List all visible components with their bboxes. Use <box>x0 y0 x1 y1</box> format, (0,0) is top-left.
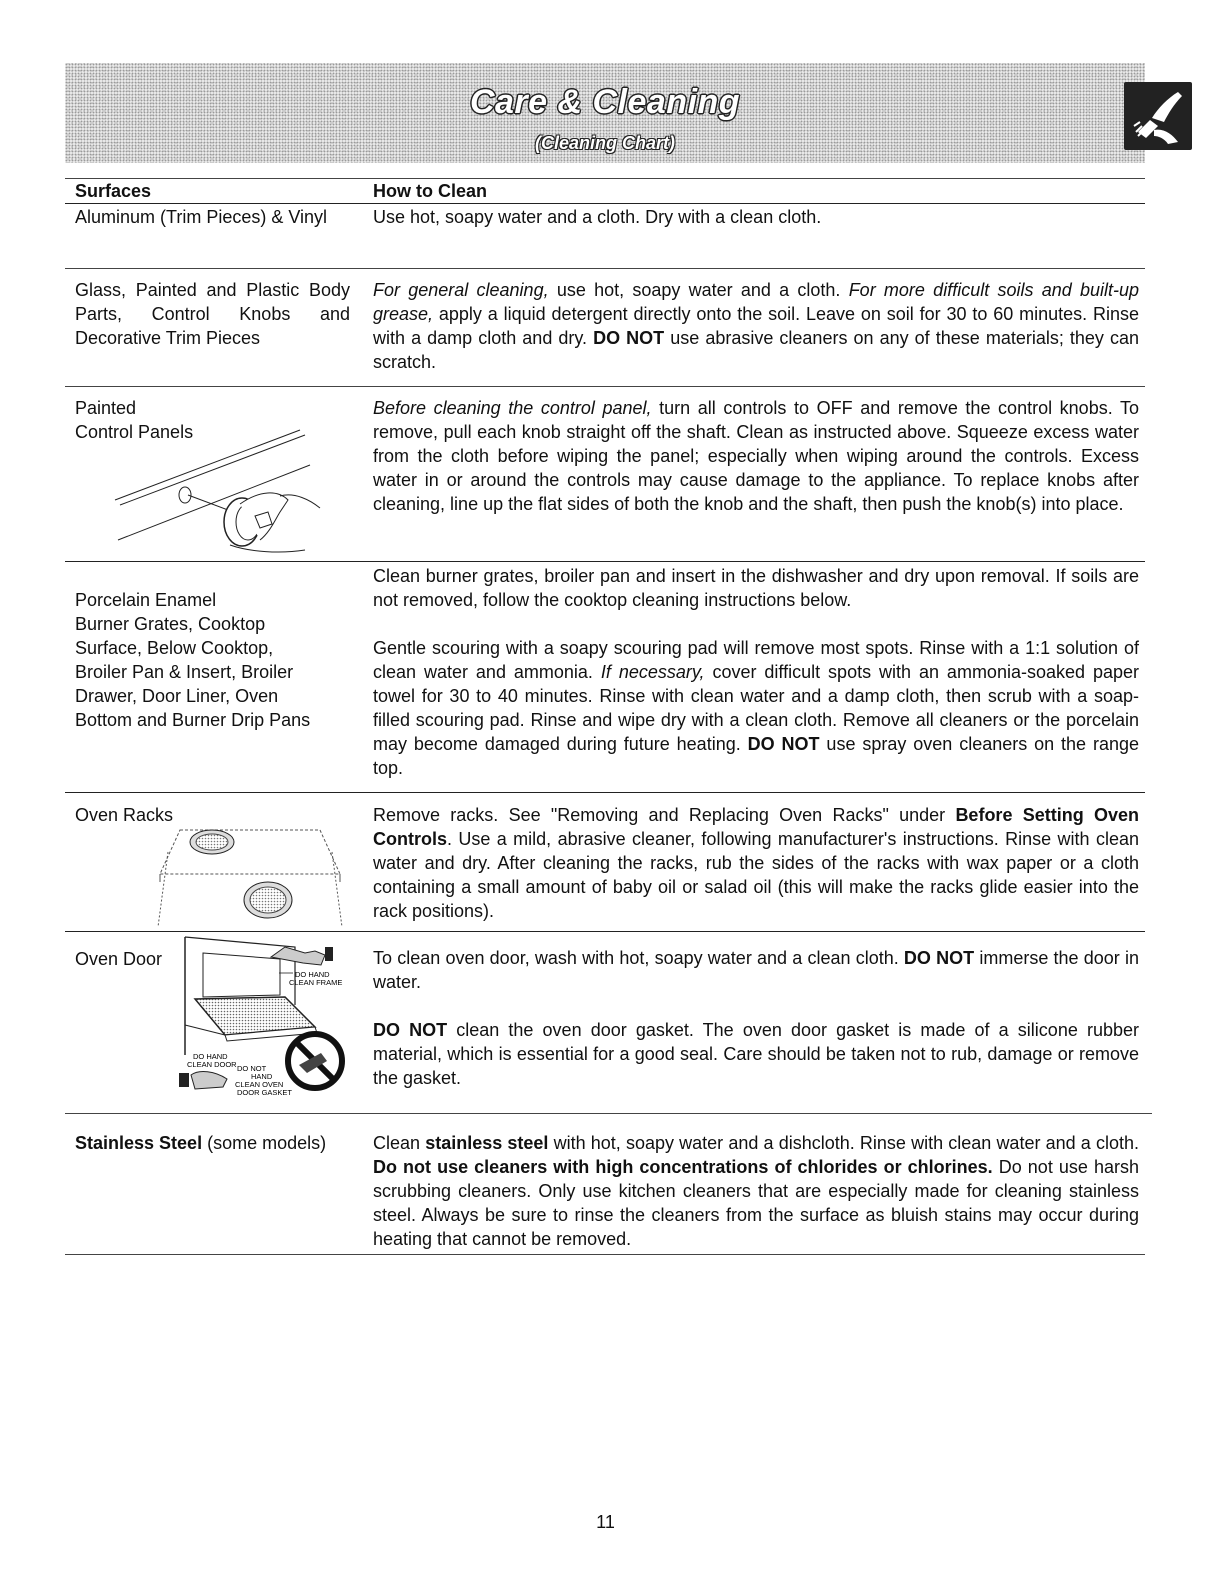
surface-qualifier: (some models) <box>202 1133 327 1153</box>
howto-oven-racks <box>373 803 1139 923</box>
howto-text: Gentle scouring with a soapy scouring pad will remove most spots. Rinse with a 1:1 solution of clean water and ammonia. <box>373 638 1139 682</box>
section-reference: Before Setting Oven Controls <box>373 805 1139 849</box>
page-subtitle: (Cleaning Chart) <box>534 133 675 153</box>
cleaning-hand-icon <box>1124 82 1192 150</box>
illus-label: HAND <box>251 1072 273 1081</box>
howto-stainless-steel <box>373 1131 1139 1251</box>
surface-line: Painted <box>75 398 137 418</box>
howto-text: Do not use harsh scrubbing cleaners. Only use kitchen cleaners that are especially made for cleaning stainless steel. Always be sure to rinse the cleaners from the surface as bluish stains may occur during heating that cannot be removed. <box>373 1157 1139 1249</box>
surface-line: Burner Grates, Cooktop <box>75 614 266 634</box>
illus-label: DOOR GASKET <box>237 1088 293 1097</box>
row-divider <box>65 931 1145 932</box>
row-divider <box>65 386 1145 387</box>
surface-line: Surface, Below Cooktop, <box>75 638 274 658</box>
howto-text: Clean burner grates, broiler pan and insert in the dishwasher and dry upon removal. If soils are not removed, follow the cooktop cleaning instructions below. <box>373 566 1139 610</box>
row-divider <box>65 792 1145 793</box>
illus-label: CLEAN DOOR <box>187 1060 237 1069</box>
howto-text: turn all controls to OFF and remove the control knobs. To remove, pull each knob straight off the shaft. Clean as instructed above. Squeeze excess water from the cloth before wiping the panel; especially when wiping around the controls. Excess water in or around the controls may cause damage to the appliance. To replace knobs after cleaning, line up the flat sides of both the knob and the shaft, then push the knob(s) into place. <box>373 398 1139 514</box>
howto-emphasis: If necessary, <box>600 662 705 682</box>
surface-aluminum: Aluminum (Trim Pieces) & Vinyl <box>75 207 328 227</box>
warning-text: DO NOT <box>373 1020 448 1040</box>
surface-stainless-steel <box>75 1131 365 1155</box>
howto-text: . Use a mild, abrasive cleaner, following manufacturer's instructions. Rinse with clean water and dry. After cleaning the racks, rub the sides of the racks with wax paper or a cloth containing a small amount of baby oil or salad oil (this will make the racks glide easier into the rack positions). <box>373 829 1139 921</box>
surface-line: Broiler Pan & Insert, Broiler <box>75 662 294 682</box>
warning-text: DO NOT <box>593 328 665 348</box>
top-rule <box>65 178 1145 179</box>
column-header-how-to-clean: How to Clean <box>373 181 488 201</box>
howto-text: use hot, soapy water and a cloth. <box>548 280 849 300</box>
surface-oven-racks: Oven Racks <box>75 805 174 825</box>
row-divider <box>65 1113 1152 1114</box>
surface-oven-door: Oven Door <box>75 949 163 969</box>
howto-text: clean the oven door gasket. The oven door gasket is made of a silicone rubber material, which is essential for a good seal. Care should be taken not to rub, damage or remove the gasket. <box>373 1020 1139 1088</box>
oven-door-illustration <box>175 935 355 1105</box>
row-divider <box>65 268 1145 269</box>
howto-glass-painted-plastic <box>373 278 1139 374</box>
warning-text: Do not use cleaners with high concentrations of chlorides or chlorines. <box>373 1157 993 1177</box>
howto-aluminum-text: Use hot, soapy water and a cloth. Dry with a clean cloth. <box>373 207 822 227</box>
illus-label: DO NOT <box>237 1064 267 1073</box>
howto-text: Clean <box>373 1133 426 1153</box>
howto-text: use spray oven cleaners on the range top. <box>373 734 1140 778</box>
howto-emphasis: For more difficult soils and built-up grease, <box>373 280 1139 324</box>
surface-line: Bottom and Burner Drip Pans <box>75 710 311 730</box>
surface-name: Stainless Steel <box>75 1133 203 1153</box>
howto-text: To clean oven door, wash with hot, soapy water and a clean cloth. <box>373 948 904 968</box>
howto-text: with hot, soapy water and a dishcloth. Rinse with clean water and a cloth. <box>548 1133 1140 1153</box>
warning-text: DO NOT <box>747 734 820 754</box>
control-knob-illustration <box>110 420 330 560</box>
illus-label: DO HAND <box>295 970 330 979</box>
howto-aluminum <box>373 205 1139 229</box>
illus-label: CLEAN OVEN <box>235 1080 284 1089</box>
oven-rack-illustration <box>150 822 350 930</box>
header-banner <box>65 63 1145 163</box>
howto-oven-door <box>373 946 1139 1090</box>
surface-line: Drawer, Door Liner, Oven <box>75 686 279 706</box>
howto-text: cover difficult spots with an ammonia-soaked paper towel for 30 to 40 minutes. Rinse with clean water and a damp cloth, then scrub with a soap-filled scouring pad. Rinse and wipe dry with a clean cloth. Remove all cleaners or the porcelain may become damaged during future heating. <box>373 662 1139 754</box>
page-number: 11 <box>596 1512 615 1532</box>
surface-line: Porcelain Enamel <box>75 590 217 610</box>
howto-text: use abrasive cleaners on any of these materials; they can scratch. <box>373 328 1140 372</box>
howto-porcelain-enamel <box>373 564 1139 780</box>
surface-glass-painted-plastic: Glass, Painted and Plastic Body Parts, Control Knobs and Decorative Trim Pieces <box>75 280 350 348</box>
page-title: Care & Cleaning <box>469 83 741 121</box>
illus-label: CLEAN FRAME <box>289 978 343 987</box>
surface-line: Control Panels <box>75 422 194 442</box>
howto-emphasis: Before cleaning the control panel, <box>373 398 652 418</box>
bottom-rule <box>65 1254 1145 1255</box>
header-rule <box>65 203 1145 204</box>
howto-emphasis: For general cleaning, <box>373 280 549 300</box>
howto-emphasis: stainless steel <box>425 1133 549 1153</box>
howto-text: Remove racks. See "Removing and Replacing Oven Racks" under <box>373 805 956 825</box>
surface-porcelain-enamel <box>75 588 350 732</box>
column-header-surfaces: Surfaces <box>75 181 152 201</box>
howto-text: apply a liquid detergent directly onto the soil. Leave on soil for 30 to 60 minutes. Rinse with a damp cloth and dry. <box>373 304 1139 348</box>
howto-text: immerse the door in water. <box>373 948 1139 992</box>
warning-text: DO NOT <box>903 948 975 968</box>
row-divider <box>65 561 1145 562</box>
illus-label: DO HAND <box>193 1052 228 1061</box>
howto-painted-control-panels <box>373 396 1139 516</box>
